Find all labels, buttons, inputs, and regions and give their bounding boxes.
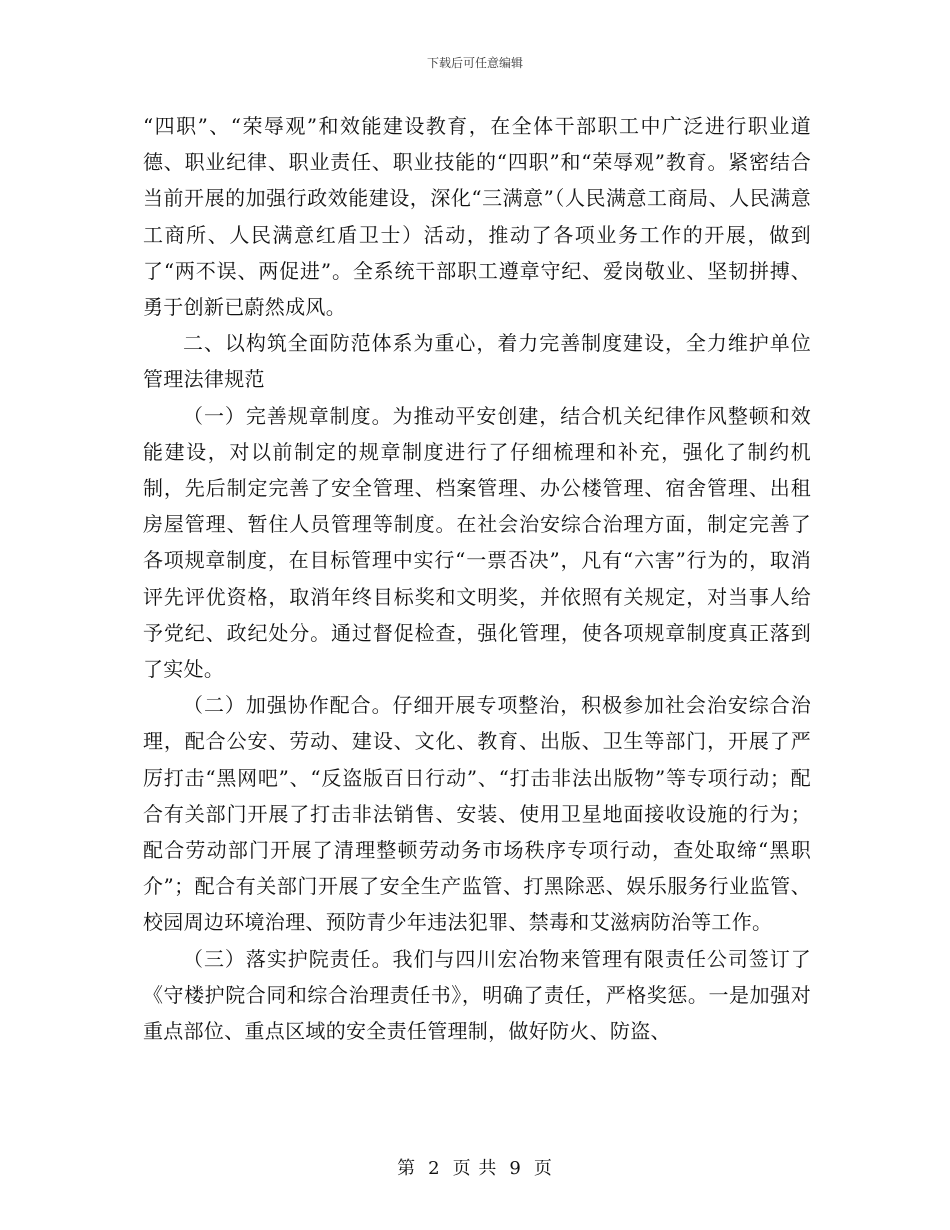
current-page-number: 2	[428, 1158, 441, 1179]
page-header: 下载后可任意编辑	[426, 56, 523, 70]
paragraph-responsibility: （三）落实护院责任。我们与四川宏冶物来管理有限责任公司签订了《守楼护院合同和综合治理责任书》，明确了责任，严格奖惩。一是加强对重点部位、重点区域的安全责任管理制，做好防火、防盗、	[143, 946, 811, 1044]
footer-suffix: 页	[533, 1158, 553, 1179]
paragraph-continuation: “四职”、“荣辱观”和效能建设教育，在全体干部职工中广泛进行职业道德、职业纪律、职业责任、职业技能的“四职”和“荣辱观”教育。紧密结合当前开展的加强行政效能建设，深化“三满意”（人民满意工商局、人民满意工商所、人民满意红盾卫士）活动，推动了各项业务工作的开展，做到了“两不误、两促进”。全系统干部职工遵章守纪、爱岗敬业、坚韧拼搏、勇于创新已蔚然成风。	[143, 114, 811, 320]
paragraph-rules: （一）完善规章制度。为推动平安创建，结合机关纪律作风整顿和效能建设，对以前制定的规章制度进行了仔细梳理和补充，强化了制约机制，先后制定完善了安全管理、档案管理、办公楼管理、宿舍管理、出租房屋管理、暂住人员管理等制度。在社会治安综合治理方面，制定完善了各项规章制度，在目标管理中实行“一票否决”，凡有“六害”行为的，取消评先评优资格，取消年终目标奖和文明奖，并依照有关规定，对当事人给予党纪、政纪处分。通过督促检查，强化管理，使各项规章制度真正落到了实处。	[143, 403, 811, 682]
footer-middle: 页 共	[452, 1158, 498, 1179]
total-pages-number: 9	[509, 1158, 522, 1179]
page-footer	[0, 1154, 950, 1180]
footer-prefix: 第	[397, 1158, 417, 1179]
document-body	[143, 108, 811, 1049]
section-heading: 二、以构筑全面防范体系为重心，着力完善制度建设，全力维护单位管理法律规范	[143, 331, 811, 392]
paragraph-cooperation: （二）加强协作配合。仔细开展专项整治，积极参加社会治安综合治理，配合公安、劳动、建设、文化、教育、出版、卫生等部门，开展了严厉打击“黑网吧”、“反盗版百日行动”、“打击非法出版物”等专项行动；配合有关部门开展了打击非法销售、安装、使用卫星地面接收设施的行为；配合劳动部门开展了清理整顿劳动务市场秩序专项行动，查处取缔“黑职介”；配合有关部门开展了安全生产监管、打黑除恶、娱乐服务行业监管、校园周边环境治理、预防青少年违法犯罪、禁毒和艾滋病防治等工作。	[143, 693, 811, 935]
